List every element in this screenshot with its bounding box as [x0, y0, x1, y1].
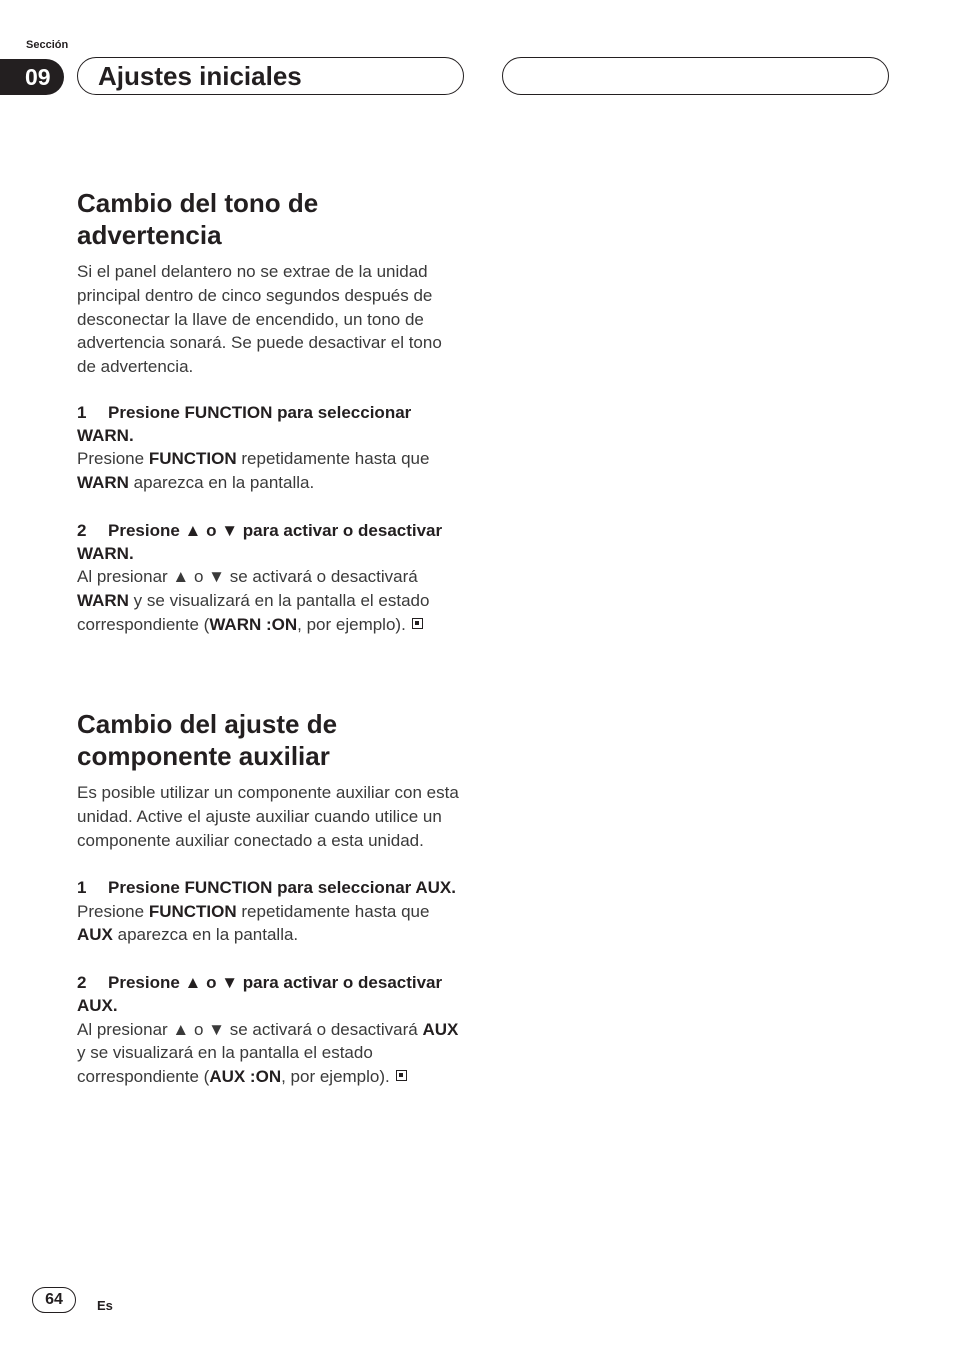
step-title-text: Presione FUNCTION para seleccionar AUX. — [108, 878, 456, 898]
language-code: Es — [97, 1298, 113, 1313]
section-heading: Cambio del tono de advertencia — [77, 188, 319, 250]
section-warning-tone — [77, 187, 465, 637]
chapter-title-frame — [77, 57, 464, 95]
end-of-section-icon — [412, 618, 423, 629]
section-intro: Es posible utilizar un componente auxiliar con esta unidad. Active el ajuste auxiliar cuando utilice un componente auxiliar conectado a esta unidad. — [77, 783, 459, 850]
step-description: Al presionar ▲ o ▼ se activará o desactivará AUX y se visualizará en la pantalla el estado correspondiente (AUX :ON, por ejemplo). — [77, 1019, 459, 1087]
step-description: Presione FUNCTION repetidamente hasta que AUX aparezca en la pantalla. — [77, 901, 430, 945]
step-title — [77, 876, 465, 899]
header-empty-frame — [502, 57, 889, 95]
step-title — [77, 519, 465, 565]
step-number: 1 — [77, 878, 87, 898]
step-title-text: Presione ▲ o ▼ para activar o desactivar AUX. — [77, 973, 443, 1016]
step-number: 2 — [77, 520, 87, 540]
section-auxiliary-component — [77, 708, 465, 1089]
page-number: 64 — [32, 1287, 76, 1313]
section-number-badge: 09 — [0, 59, 64, 95]
chapter-title: Ajustes iniciales — [98, 61, 302, 91]
step-number: 2 — [77, 973, 87, 993]
step-description: Presione FUNCTION repetidamente hasta que WARN aparezca en la pantalla. — [77, 449, 430, 493]
section-intro: Si el panel delantero no se extrae de la unidad principal dentro de cinco segundos después de desconectar la llave de encendido, un tono de advertencia sonará. Se puede desactivar el tono de advertencia. — [77, 262, 442, 377]
end-of-section-icon — [396, 1070, 407, 1081]
step-title-text: Presione ▲ o ▼ para activar o desactivar WARN. — [77, 520, 443, 564]
step-title — [77, 401, 465, 447]
section-heading: Cambio del ajuste de componente auxiliar — [77, 709, 338, 771]
step-description: Al presionar ▲ o ▼ se activará o desactivará WARN y se visualizará en la pantalla el estado correspondiente (WARN :ON, por ejemplo). — [77, 567, 430, 634]
step-number: 1 — [77, 402, 87, 422]
step-title — [77, 971, 465, 1017]
section-label: Sección — [26, 39, 69, 51]
step-title-text: Presione FUNCTION para seleccionar WARN. — [77, 402, 412, 446]
